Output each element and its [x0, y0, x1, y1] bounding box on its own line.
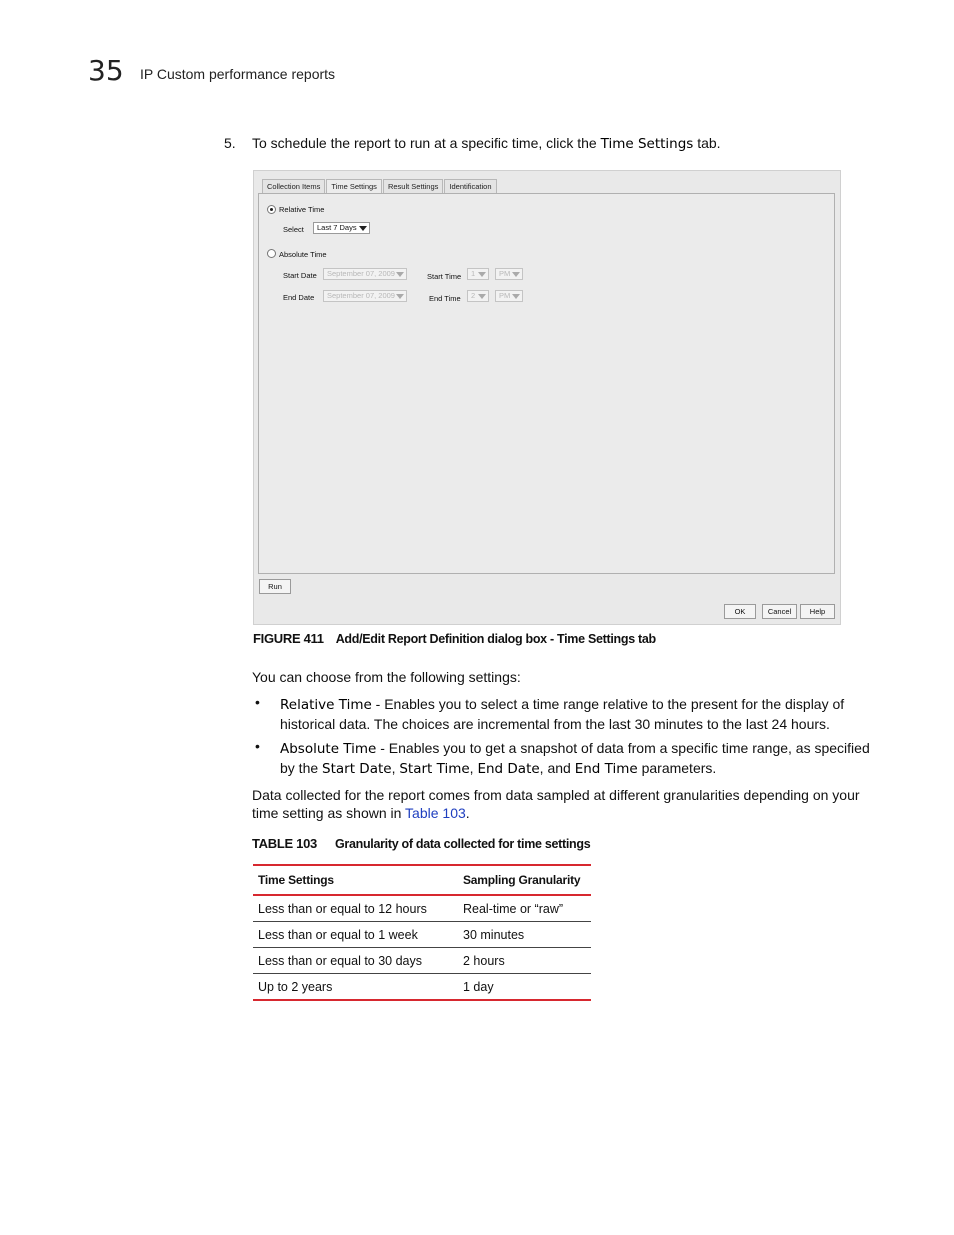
figure-caption	[253, 631, 656, 646]
table-label: TABLE 103	[252, 836, 317, 851]
end-date-value: September 07, 2009	[327, 291, 395, 300]
bullet-relative-time	[280, 695, 880, 733]
start-ampm-value: PM	[499, 269, 511, 278]
start-date-label: Start Date	[283, 271, 317, 280]
bullet-term: Relative Time	[280, 697, 372, 713]
help-button[interactable]: Help	[800, 604, 835, 619]
bullet-term: End Time	[574, 760, 638, 777]
table-caption-text: Granularity of data collected for time settings	[334, 837, 591, 851]
chevron-down-icon	[478, 294, 486, 299]
time-settings-panel	[258, 193, 835, 574]
tab-identification[interactable]: Identification	[444, 179, 496, 193]
tab-time-settings[interactable]: Time Settings	[326, 179, 382, 194]
table-103-link[interactable]: Table 103	[405, 805, 466, 821]
step-text-before: To schedule the report to run at a specific time, click the	[252, 135, 601, 151]
table-cell: Less than or equal to 1 week	[253, 922, 458, 948]
cancel-button[interactable]: Cancel	[762, 604, 797, 619]
end-hour-value: 2	[471, 291, 476, 300]
bullet-text: ,	[391, 759, 400, 776]
absolute-time-label: Absolute Time	[279, 250, 327, 259]
bullet-absolute-time	[280, 739, 880, 778]
bullet-text: , and	[539, 759, 575, 776]
tab-strip	[262, 179, 498, 193]
ok-button[interactable]: OK	[724, 604, 756, 619]
chevron-down-icon	[512, 272, 520, 277]
table-cell: Up to 2 years	[253, 974, 458, 1001]
table-row	[253, 948, 591, 974]
relative-time-select-value: Last 7 Days	[317, 223, 357, 232]
table-row	[253, 895, 591, 922]
table-row	[253, 974, 591, 1001]
chevron-down-icon	[478, 272, 486, 277]
chevron-down-icon	[359, 226, 367, 231]
step-number: 5.	[224, 135, 236, 151]
start-hour-value: 1	[471, 269, 476, 278]
bullet-term: Start Date	[322, 760, 392, 777]
table-caption	[252, 836, 590, 851]
figure-label: FIGURE 411	[253, 631, 324, 646]
figure-caption-text: Add/Edit Report Definition dialog box - Time Settings tab	[335, 632, 656, 646]
relative-time-select[interactable]	[313, 222, 370, 234]
bullet-term: End Date	[477, 760, 540, 777]
end-time-label: End Time	[429, 294, 461, 303]
paragraph-end: .	[465, 805, 470, 821]
column-header: Time Settings	[253, 865, 458, 895]
chevron-down-icon	[396, 272, 404, 277]
start-date-select[interactable]	[323, 268, 407, 280]
end-date-select[interactable]	[323, 290, 407, 302]
chapter-number: 35	[88, 54, 124, 87]
table-header-row	[253, 865, 591, 895]
tab-collection-items[interactable]: Collection Items	[262, 179, 325, 193]
run-button[interactable]: Run	[259, 579, 291, 594]
step-5	[224, 135, 721, 152]
start-date-value: September 07, 2009	[327, 269, 395, 278]
relative-time-label: Relative Time	[279, 205, 325, 214]
start-time-label: Start Time	[427, 272, 462, 281]
end-hour-select[interactable]	[467, 290, 489, 302]
tab-result-settings[interactable]: Result Settings	[383, 179, 443, 193]
bullet-icon: •	[255, 738, 260, 754]
table-cell: 30 minutes	[458, 922, 591, 948]
intro-paragraph: You can choose from the following settings:	[252, 669, 521, 685]
table-cell: Less than or equal to 12 hours	[253, 895, 458, 922]
chevron-down-icon	[512, 294, 520, 299]
bullet-icon: •	[255, 694, 260, 710]
chapter-title: IP Custom performance reports	[140, 66, 336, 82]
end-date-label: End Date	[283, 293, 315, 302]
chevron-down-icon	[396, 294, 404, 299]
table-row	[253, 922, 591, 948]
table-cell: Real-time or “raw”	[458, 895, 591, 922]
end-ampm-select[interactable]	[495, 290, 523, 302]
step-term: Time Settings	[600, 136, 694, 152]
bullet-term: Absolute Time	[280, 741, 377, 757]
paragraph-text: Data collected for the report comes from data sampled at different granularities depending on your time setting as shown in	[252, 787, 860, 821]
relative-time-radio[interactable]	[267, 205, 276, 214]
granularity-paragraph	[252, 786, 872, 822]
bullet-text: - Enables you to get a snapshot of data from a specific time range, as specified by the	[280, 740, 870, 776]
step-text-after: tab.	[693, 135, 721, 151]
start-ampm-select[interactable]	[495, 268, 523, 280]
bullet-text: parameters.	[637, 759, 717, 776]
bullet-term: Start Time	[399, 760, 470, 777]
end-ampm-value: PM	[499, 291, 511, 300]
granularity-table	[253, 864, 591, 1001]
table-cell: Less than or equal to 30 days	[253, 948, 458, 974]
table-cell: 1 day	[458, 974, 591, 1001]
select-label: Select	[283, 225, 304, 234]
absolute-time-radio[interactable]	[267, 249, 276, 258]
column-header: Sampling Granularity	[458, 865, 591, 895]
bullet-text: - Enables you to select a time range relative to the present for the display of historical data. The choices are incremental from the last 30 minutes to the last 24 hours.	[280, 696, 845, 732]
report-definition-dialog	[253, 170, 841, 625]
table-cell: 2 hours	[458, 948, 591, 974]
start-hour-select[interactable]	[467, 268, 489, 280]
bullet-text: ,	[469, 759, 478, 776]
